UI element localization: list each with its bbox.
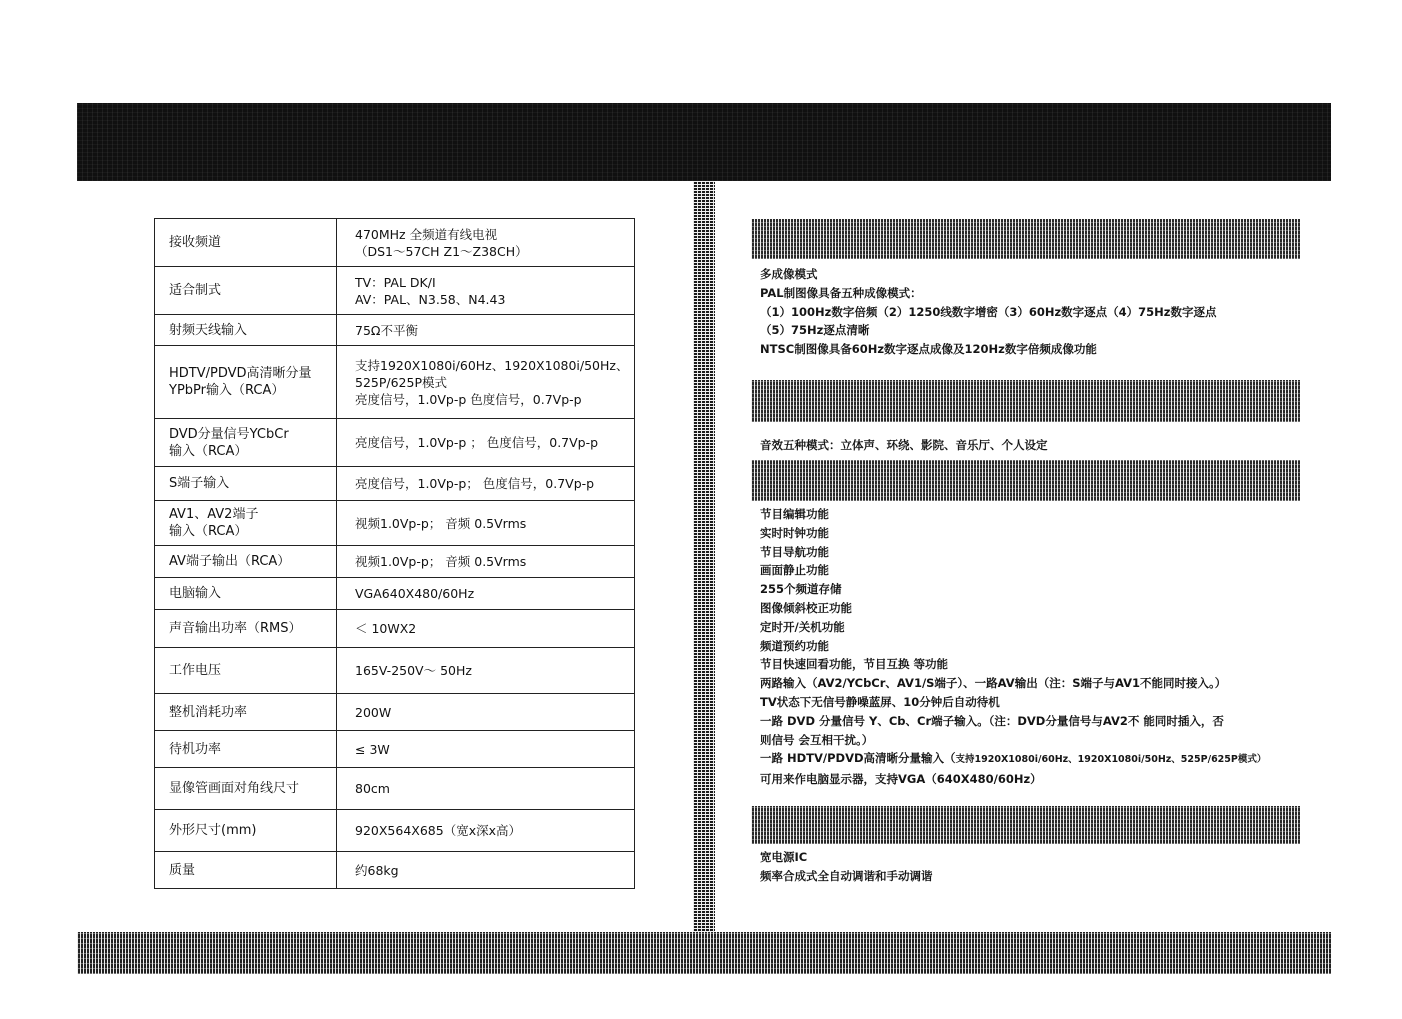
feature-line: 定时开/关机功能: [760, 619, 845, 634]
spec-row: [155, 546, 635, 578]
spec-label-line: YPbPr输入（RCA）: [169, 383, 285, 398]
top-banner: [77, 103, 1331, 181]
spec-value-line: VGA640X480/60Hz: [355, 586, 475, 601]
spec-value-line: 亮度信号，1.0Vp-p ； 色度信号，0.7Vp-p: [355, 435, 599, 450]
spec-value: [337, 546, 635, 578]
spec-label: [155, 501, 337, 546]
function-features: [760, 505, 1266, 789]
spec-label: [155, 731, 337, 768]
spec-label-line: 声音输出功率（RMS）: [169, 621, 302, 636]
spec-row: [155, 648, 635, 694]
feature-line: TV状态下无信号静噪蓝屏、10分钟后自动待机: [760, 694, 1000, 709]
spec-label: [155, 546, 337, 578]
spec-value: [337, 731, 635, 768]
spec-value-line: 80cm: [355, 781, 390, 796]
spec-row: [155, 346, 635, 419]
spec-label-line: AV端子输出（RCA）: [169, 554, 291, 569]
spec-row: [155, 267, 635, 315]
spec-label-line: DVD分量信号YCbCr: [169, 426, 289, 442]
spec-value-line: 920X564X685（宽x深x高）: [355, 823, 521, 838]
spec-value: [337, 346, 635, 419]
spec-value-line: （DS1～57CH Z1～Z38CH）: [355, 243, 528, 259]
spec-label-line: 输入（RCA）: [169, 443, 248, 459]
spec-value-line: 视频1.0Vp-p； 音频 0.5Vrms: [355, 554, 527, 569]
spec-value: [337, 219, 635, 267]
spec-row: [155, 315, 635, 346]
feature-line: 则信号 会互相干扰。）: [760, 732, 874, 747]
picture-features: [760, 265, 1216, 359]
spec-value: [337, 578, 635, 610]
feature-line: 多成像模式: [760, 267, 818, 281]
spec-row: [155, 810, 635, 852]
spec-label: [155, 810, 337, 852]
feature-line: 宽电源IC: [760, 850, 808, 864]
feature-line: 音效五种模式：立体声、环绕、影院、音乐厅、个人设定: [760, 438, 1048, 452]
feature-line: 255个频道存储: [760, 582, 842, 597]
spec-value: [337, 694, 635, 731]
spec-table: [154, 218, 635, 889]
spec-value-line: AV：PAL、N3.58、N4.43: [355, 291, 506, 307]
spec-value-line: 200W: [355, 704, 392, 720]
spec-value-line: 支持1920X1080i/60Hz、1920X1080i/50Hz、: [355, 357, 629, 373]
spec-value: [337, 648, 635, 694]
feature-line: 节目快速回看功能，节目互换 等功能: [760, 657, 949, 672]
section-header-other: [751, 806, 1300, 844]
spec-label: [155, 346, 337, 419]
spec-label: [155, 852, 337, 889]
feature-line: 图像倾斜校正功能: [760, 600, 852, 615]
section-header-sound: [751, 380, 1300, 422]
spec-label-line: HDTV/PDVD高清晰分量: [169, 366, 312, 381]
feature-line: 频道预约功能: [760, 638, 829, 653]
spec-label-line: S端子输入: [169, 476, 230, 491]
feature-line: 频率合成式全自动调谐和手动调谐: [760, 868, 933, 883]
spec-row: [155, 610, 635, 648]
spec-label-line: 接收频道: [169, 235, 222, 250]
spec-value: [337, 810, 635, 852]
spec-value: [337, 419, 635, 467]
spec-row: [155, 219, 635, 267]
spec-label: [155, 419, 337, 467]
feature-line: 实时时钟功能: [760, 525, 829, 540]
spec-value-line: 470MHz 全频道有线电视: [355, 226, 498, 242]
spec-row: [155, 419, 635, 467]
spec-value: [337, 315, 635, 346]
feature-line: 画面静止功能: [760, 563, 829, 578]
page-gutter: [693, 181, 715, 938]
feature-line: 节目编辑功能: [760, 507, 829, 521]
spec-label: [155, 768, 337, 810]
spec-value-line: 约68kg: [355, 862, 399, 878]
spec-value-line: ＜ 10WX2: [355, 621, 417, 636]
spec-value-line: 视频1.0Vp-p； 音频 0.5Vrms: [355, 515, 527, 531]
spec-label-line: 输入（RCA）: [169, 524, 248, 539]
spec-label-line: 工作电压: [169, 663, 222, 678]
spec-label-line: 待机功率: [169, 741, 222, 757]
feature-line: （5）75Hz逐点清晰: [760, 323, 870, 338]
spec-label-line: 电脑输入: [169, 586, 222, 601]
feature-line: 一路 DVD 分量信号 Y、Cb、Cr端子输入。（注：DVD分量信号与AV2不 能同时插入，否: [760, 713, 1224, 728]
feature-line: 一路 HDTV/PDVD高清晰分量输入（: [760, 751, 956, 766]
spec-row: [155, 501, 635, 546]
spec-value: [337, 610, 635, 648]
spec-label-line: 外形尺寸(mm): [169, 823, 257, 838]
feature-line: 节目导航功能: [760, 544, 829, 559]
spec-value: [337, 467, 635, 501]
spec-value-line: 525P/625P模式: [355, 374, 448, 390]
spec-label-line: 射频天线输入: [169, 322, 248, 338]
feature-line: NTSC制图像具备60Hz数字逐点成像及120Hz数字倍频成像功能: [760, 342, 1097, 357]
spec-label: [155, 610, 337, 648]
spec-value-line: 亮度信号，1.0Vp-p； 色度信号，0.7Vp-p: [355, 476, 595, 491]
spec-row: [155, 768, 635, 810]
spec-row: [155, 578, 635, 610]
other-features: [760, 848, 933, 886]
feature-line: 支持1920X1080i/60Hz、1920X1080i/50Hz、525P/625P模式）: [955, 754, 1267, 766]
spec-label-line: AV1、AV2端子: [169, 507, 259, 522]
spec-row: [155, 852, 635, 889]
spec-value-line: 75Ω不平衡: [355, 322, 418, 338]
spec-row: [155, 467, 635, 501]
spec-label: [155, 467, 337, 501]
spec-label: [155, 219, 337, 267]
spec-value: [337, 852, 635, 889]
feature-line: PAL制图像具备五种成像模式：: [760, 285, 922, 300]
spec-label: [155, 578, 337, 610]
spec-label-line: 显像管画面对角线尺寸: [169, 781, 300, 796]
feature-line: 可用来作电脑显示器，支持VGA（640X480/60Hz）: [760, 772, 1042, 787]
spec-value: [337, 267, 635, 315]
spec-label-line: 适合制式: [169, 283, 222, 298]
spec-value-line: TV：PAL DK/I: [355, 274, 436, 290]
spec-label-line: 整机消耗功率: [169, 704, 248, 720]
spec-label: [155, 648, 337, 694]
spec-label: [155, 315, 337, 346]
spec-value: [337, 501, 635, 546]
bottom-banner: [77, 932, 1331, 974]
spec-value-line: 165V-250V～ 50Hz: [355, 663, 472, 678]
spec-label: [155, 267, 337, 315]
spec-row: [155, 731, 635, 768]
spec-row: [155, 694, 635, 731]
feature-line: 两路输入（AV2/YCbCr、AV1/S端子）、一路AV输出（注：S端子与AV1不能同时接入。）: [760, 676, 1227, 691]
spec-value: [337, 768, 635, 810]
section-header-picture: [751, 219, 1300, 259]
feature-line: （1）100Hz数字倍频（2）1250线数字增密（3）60Hz数字逐点（4）75Hz数字逐点: [760, 304, 1217, 319]
spec-value-line: ≤ 3W: [355, 741, 390, 757]
section-header-functions: [751, 460, 1300, 501]
spec-value-line: 亮度信号，1.0Vp-p 色度信号，0.7Vp-p: [355, 391, 582, 407]
spec-label: [155, 694, 337, 731]
feature-line-hdtv: [760, 749, 1266, 770]
sound-features: [760, 436, 1048, 455]
spec-label-line: 质量: [169, 862, 196, 878]
